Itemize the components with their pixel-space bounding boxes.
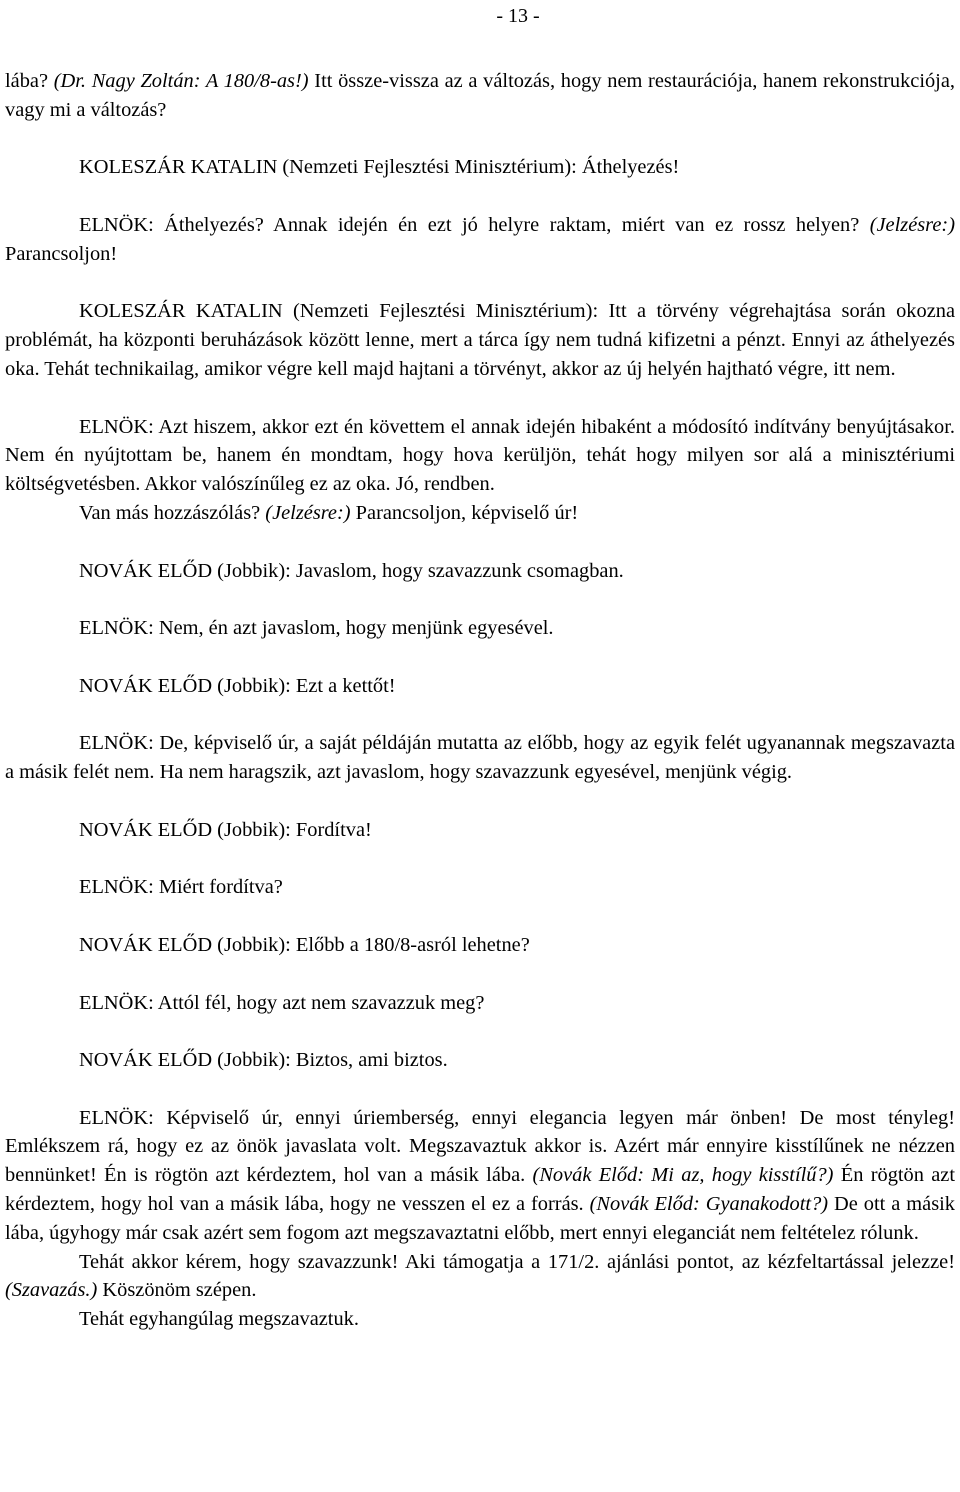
paragraph	[5, 1305, 955, 1334]
text-run: Én rögtön azt kérdeztem, hogy hol van a másik lába, hogy ne vesszen el ez a forrás.	[5, 1164, 956, 1216]
text-run: NOVÁK ELŐD (Jobbik): Biztos, ami biztos.	[79, 1049, 448, 1072]
paragraph	[5, 413, 955, 499]
text-run: ELNÖK: Képviselő úr, ennyi úriemberség, ennyi elegancia legyen már önben! De most tényleg! Emlékszem rá, hogy ez az önök javaslata volt. Megszavaztuk akkor is. Azért már ennyire kisstílűnek ne nézzen bennünket! Én is rögtön azt kérdeztem, hol van a másik lába.	[5, 1106, 955, 1187]
text-run: Parancsoljon!	[5, 242, 118, 265]
italic-remark: (Szavazás.)	[5, 1279, 98, 1302]
italic-remark: (Jelzésre:)	[869, 213, 955, 236]
text-run: lába?	[5, 70, 54, 92]
paragraph	[5, 729, 955, 787]
text-run: KOLESZÁR KATALIN (Nemzeti Fejlesztési Minisztérium): Itt a törvény végrehajtása során okozna problémát, ha központi beruházások között lenne, mert a tárca így nem tudná kifizetni a pénzt. Ennyi az áthelyezés oka. Tehát technikailag, amikor végre kell majd hajtani a törvényt, akkor az új helyén hajtható végre, itt nem.	[5, 300, 955, 380]
paragraph	[5, 1104, 955, 1248]
text-run: NOVÁK ELŐD (Jobbik): Ezt a kettőt!	[79, 674, 396, 697]
text-run: ELNÖK: De, képviselő úr, a saját példáján mutatta az előbb, hogy az egyik felét ugyanannak megszavazta a másik felét nem. Ha nem haragszik, azt javaslom, hogy szavazzunk egyesével, menjünk végig.	[5, 732, 955, 784]
text-run: NOVÁK ELŐD (Jobbik): Javaslom, hogy szavazzunk csomagban.	[79, 559, 624, 582]
text-run: Itt össze-vissza az a változás, hogy nem restaurációja, hanem rekonstrukciója, vagy mi a változás?	[5, 70, 955, 121]
text-run: De ott a másik lába, úgyhogy már csak azért sem fogom azt megszavaztatni előbb, mert ennyi eleganciát nem feltételez rólunk.	[5, 1193, 955, 1244]
text-run: ELNÖK: Azt hiszem, akkor ezt én követtem el annak idején hibaként a módosító indítvány benyújtásakor. Nem én nyújtottam be, hanem én mondtam, hogy hova kerüljön, tehát hogy milyen sor alá a minisztériumi költségvetésben. Akkor valószínűleg ez az oka. Jó, rendben.	[5, 415, 955, 496]
paragraph	[5, 614, 955, 643]
text-run: Van más hozzászólás?	[79, 501, 266, 524]
paragraph	[5, 297, 955, 383]
text-run: NOVÁK ELŐD (Jobbik): Fordítva!	[79, 818, 372, 841]
paragraph	[5, 211, 955, 269]
text-run: Tehát akkor kérem, hogy szavazzunk! Aki támogatja a 171/2. ajánlási pontot, az kézfeltartással jelezze!	[79, 1250, 955, 1273]
italic-remark: (Novák Előd: Gyanakodott?)	[589, 1193, 829, 1216]
paragraph	[5, 989, 955, 1018]
paragraph	[5, 67, 955, 125]
paragraph	[5, 153, 955, 182]
text-run: ELNÖK: Nem, én azt javaslom, hogy menjünk egyesével.	[79, 617, 554, 640]
paragraph	[5, 499, 955, 528]
paragraph	[5, 1248, 955, 1306]
text-run: Parancsoljon, képviselő úr!	[350, 501, 579, 524]
paragraph	[5, 1046, 955, 1075]
text-run: Köszönöm szépen.	[97, 1279, 257, 1302]
text-run: ELNÖK: Áthelyezés? Annak idején én ezt jó helyre raktam, miért van ez rossz helyen?	[79, 213, 870, 236]
document-body	[5, 67, 955, 1334]
page-number: - 13 -	[496, 5, 540, 27]
italic-remark: (Jelzésre:)	[265, 501, 351, 524]
paragraph	[5, 816, 955, 845]
text-run: ELNÖK: Attól fél, hogy azt nem szavazzuk meg?	[79, 991, 485, 1014]
italic-remark: (Novák Előd: Mi az, hogy kisstílű?)	[532, 1164, 834, 1187]
paragraph	[5, 931, 955, 960]
text-run: KOLESZÁR KATALIN (Nemzeti Fejlesztési Minisztérium): Áthelyezés!	[79, 156, 680, 179]
paragraph	[5, 672, 955, 701]
italic-remark: (Dr. Nagy Zoltán: A 180/8-as!)	[53, 70, 309, 92]
text-run: NOVÁK ELŐD (Jobbik): Előbb a 180/8-asról lehetne?	[79, 933, 530, 956]
paragraph	[5, 557, 955, 586]
text-run: ELNÖK: Miért fordítva?	[79, 876, 283, 899]
paragraph	[5, 873, 955, 902]
text-run: Tehát egyhangúlag megszavaztuk.	[79, 1308, 359, 1331]
